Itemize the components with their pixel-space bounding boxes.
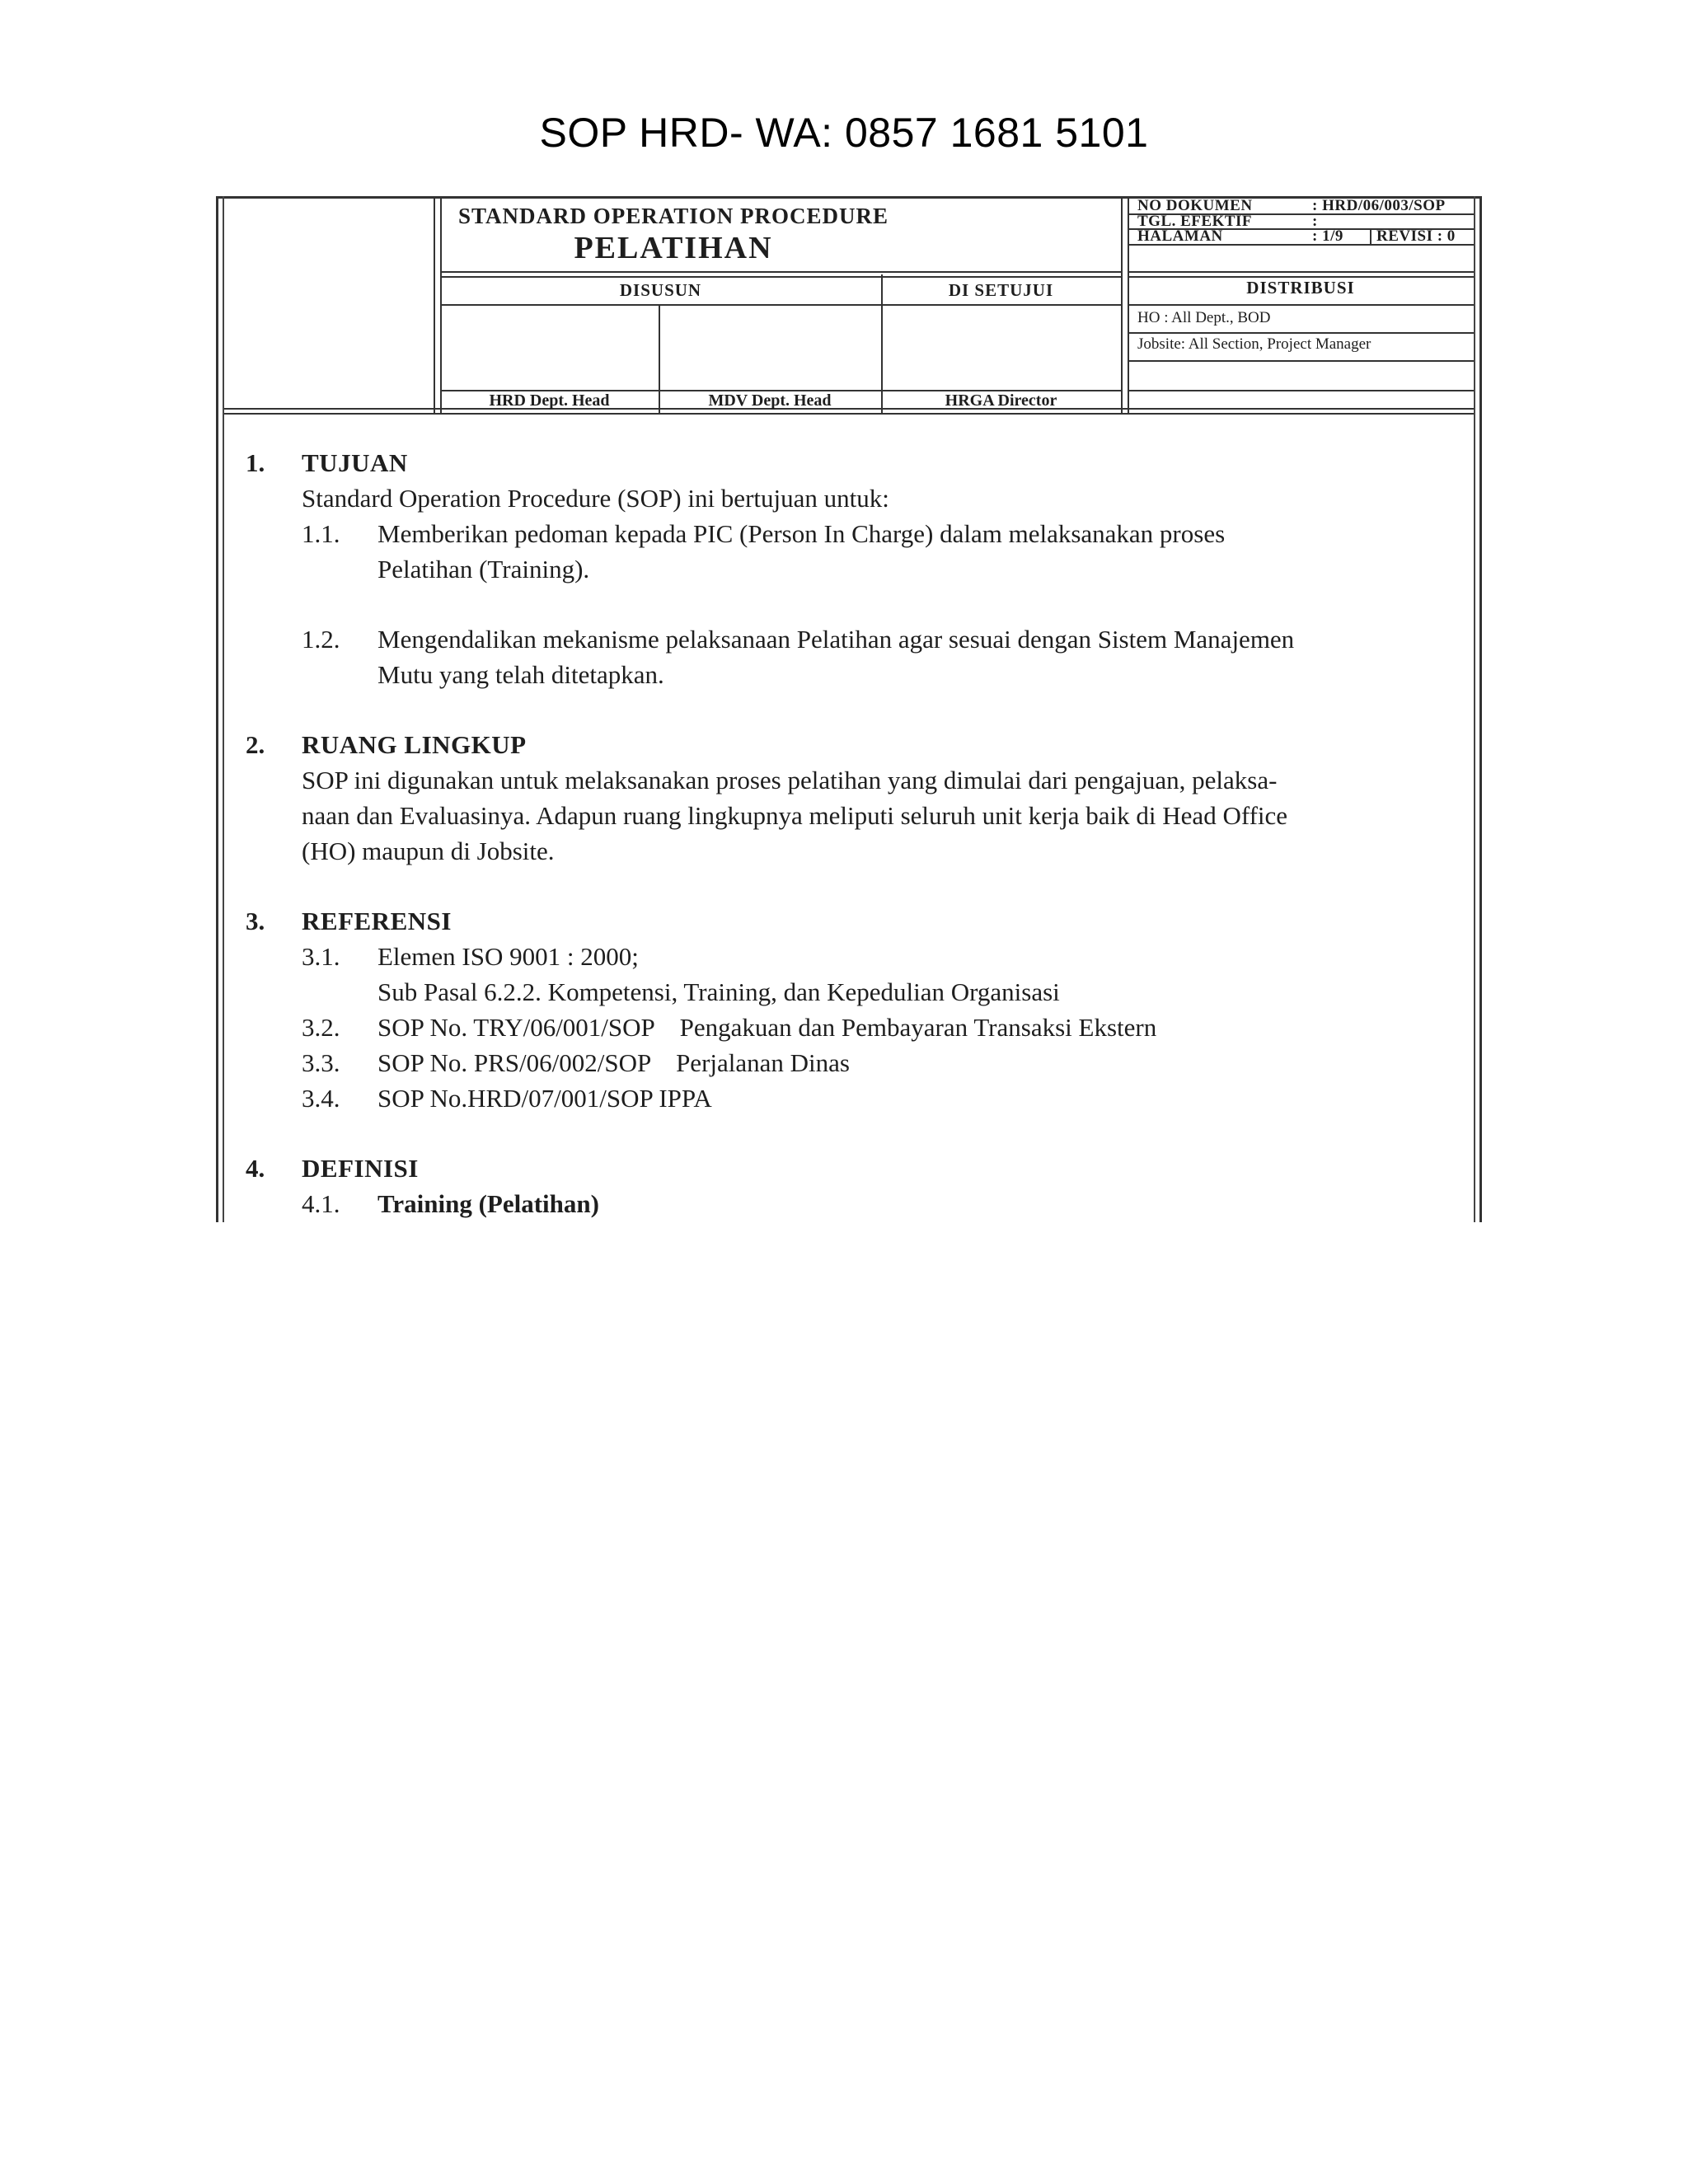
halaman-value: : 1/9 (1312, 227, 1343, 245)
frame-right-inner (1474, 196, 1475, 1222)
disusun-header: DISUSUN (619, 280, 702, 300)
sop-heading: STANDARD OPERATION PROCEDURE (457, 204, 889, 228)
section-1-title: TUJUAN (302, 448, 408, 477)
item-3-3-number: 3.3. (302, 1048, 340, 1077)
item-1-1-number: 1.1. (302, 519, 340, 548)
signature-mdv-dept-head: MDV Dept. Head (708, 391, 832, 410)
section-2-line-2: naan dan Evaluasinya. Adapun ruang lingkupnya meliputi seluruh unit kerja baik di Head Office (302, 801, 1288, 830)
sop-header-table (224, 199, 1474, 415)
dist-row-4 (1128, 390, 1474, 391)
section-2-line-3: (HO) maupun di Jobsite. (302, 837, 555, 865)
item-1-2-number: 1.2. (302, 625, 340, 654)
sop-name: PELATIHAN (574, 231, 773, 265)
halaman-label: HALAMAN (1137, 227, 1223, 245)
distribusi-ho: HO : All Dept., BOD (1137, 309, 1271, 326)
section-3-number: 3. (246, 907, 265, 935)
frame-right (1479, 196, 1482, 1222)
sop-document-scan (216, 196, 1482, 1222)
revisi-divider (1370, 228, 1372, 244)
meta-divider-inner (1128, 199, 1129, 415)
section-2-number: 2. (246, 730, 265, 759)
item-4-1-number: 4.1. (302, 1189, 340, 1218)
section-3-title: REFERENSI (302, 907, 452, 935)
title-bottom-inner (440, 276, 1121, 278)
dist-top (1128, 271, 1474, 273)
item-1-2-line-1: Mengendalikan mekanisme pelaksanaan Pelatihan agar sesuai dengan Sistem Manajemen (377, 625, 1295, 654)
item-3-3-text: SOP No. PRS/06/002/SOP Perjalanan Dinas (377, 1048, 850, 1077)
section-4-number: 4. (246, 1154, 265, 1183)
section-4-title: DEFINISI (302, 1154, 419, 1183)
page-title: SOP HRD- WA: 0857 1681 5101 (539, 110, 1149, 156)
distribusi-header: DISTRIBUSI (1246, 278, 1355, 298)
meta-divider (1121, 199, 1123, 415)
item-3-2-text: SOP No. TRY/06/001/SOP Pengakuan dan Pembayaran Transaksi Ekstern (377, 1013, 1157, 1042)
item-3-4-number: 3.4. (302, 1084, 340, 1113)
dist-row-3 (1128, 360, 1474, 362)
section-1-number: 1. (246, 448, 265, 477)
no-dokumen-label: NO DOKUMEN (1137, 197, 1253, 214)
no-dokumen-value: : HRD/06/003/SOP (1312, 197, 1446, 214)
disetujui-header: DI SETUJUI (948, 280, 1054, 300)
item-3-4-text: SOP No.HRD/07/001/SOP IPPA (377, 1084, 712, 1113)
item-1-1-line-1: Memberikan pedoman kepada PIC (Person In Charge) dalam melaksanakan proses (377, 519, 1226, 548)
revisi-value: REVISI : 0 (1376, 227, 1456, 245)
item-3-1-line-1: Elemen ISO 9001 : 2000; (377, 942, 639, 971)
disusun-bottom (440, 304, 1121, 306)
item-3-1-number: 3.1. (302, 942, 340, 971)
distribusi-jobsite: Jobsite: All Section, Project Manager (1137, 335, 1372, 353)
item-1-1-line-2: Pelatihan (Training). (377, 555, 590, 583)
signature-hrga-director: HRGA Director (945, 391, 1057, 410)
frame-left (216, 196, 218, 1222)
logo-cell-divider (434, 199, 435, 415)
item-3-2-number: 3.2. (302, 1013, 340, 1042)
dist-row-1 (1128, 304, 1474, 306)
item-3-1-line-2: Sub Pasal 6.2.2. Kompetensi, Training, dan Kepedulian Organisasi (377, 977, 1060, 1006)
section-2-title: RUANG LINGKUP (302, 730, 527, 759)
tgl-efektif-value: : (1312, 213, 1318, 230)
tgl-efektif-label: TGL. EFEKTIF (1137, 213, 1253, 230)
logo-cell-divider-inner (440, 199, 442, 415)
header-bottom-inner (224, 413, 1474, 415)
dist-row-2 (1128, 332, 1474, 334)
item-1-2-line-2: Mutu yang telah ditetapkan. (377, 660, 664, 689)
title-bottom (440, 271, 1121, 273)
item-4-1-title: Training (Pelatihan) (377, 1189, 599, 1218)
section-2-line-1: SOP ini digunakan untuk melaksanakan proses pelatihan yang dimulai dari pengajuan, pelaksa- (302, 766, 1278, 794)
signature-hrd-dept-head: HRD Dept. Head (489, 391, 610, 410)
section-1-intro: Standard Operation Procedure (SOP) ini bertujuan untuk: (302, 484, 889, 513)
